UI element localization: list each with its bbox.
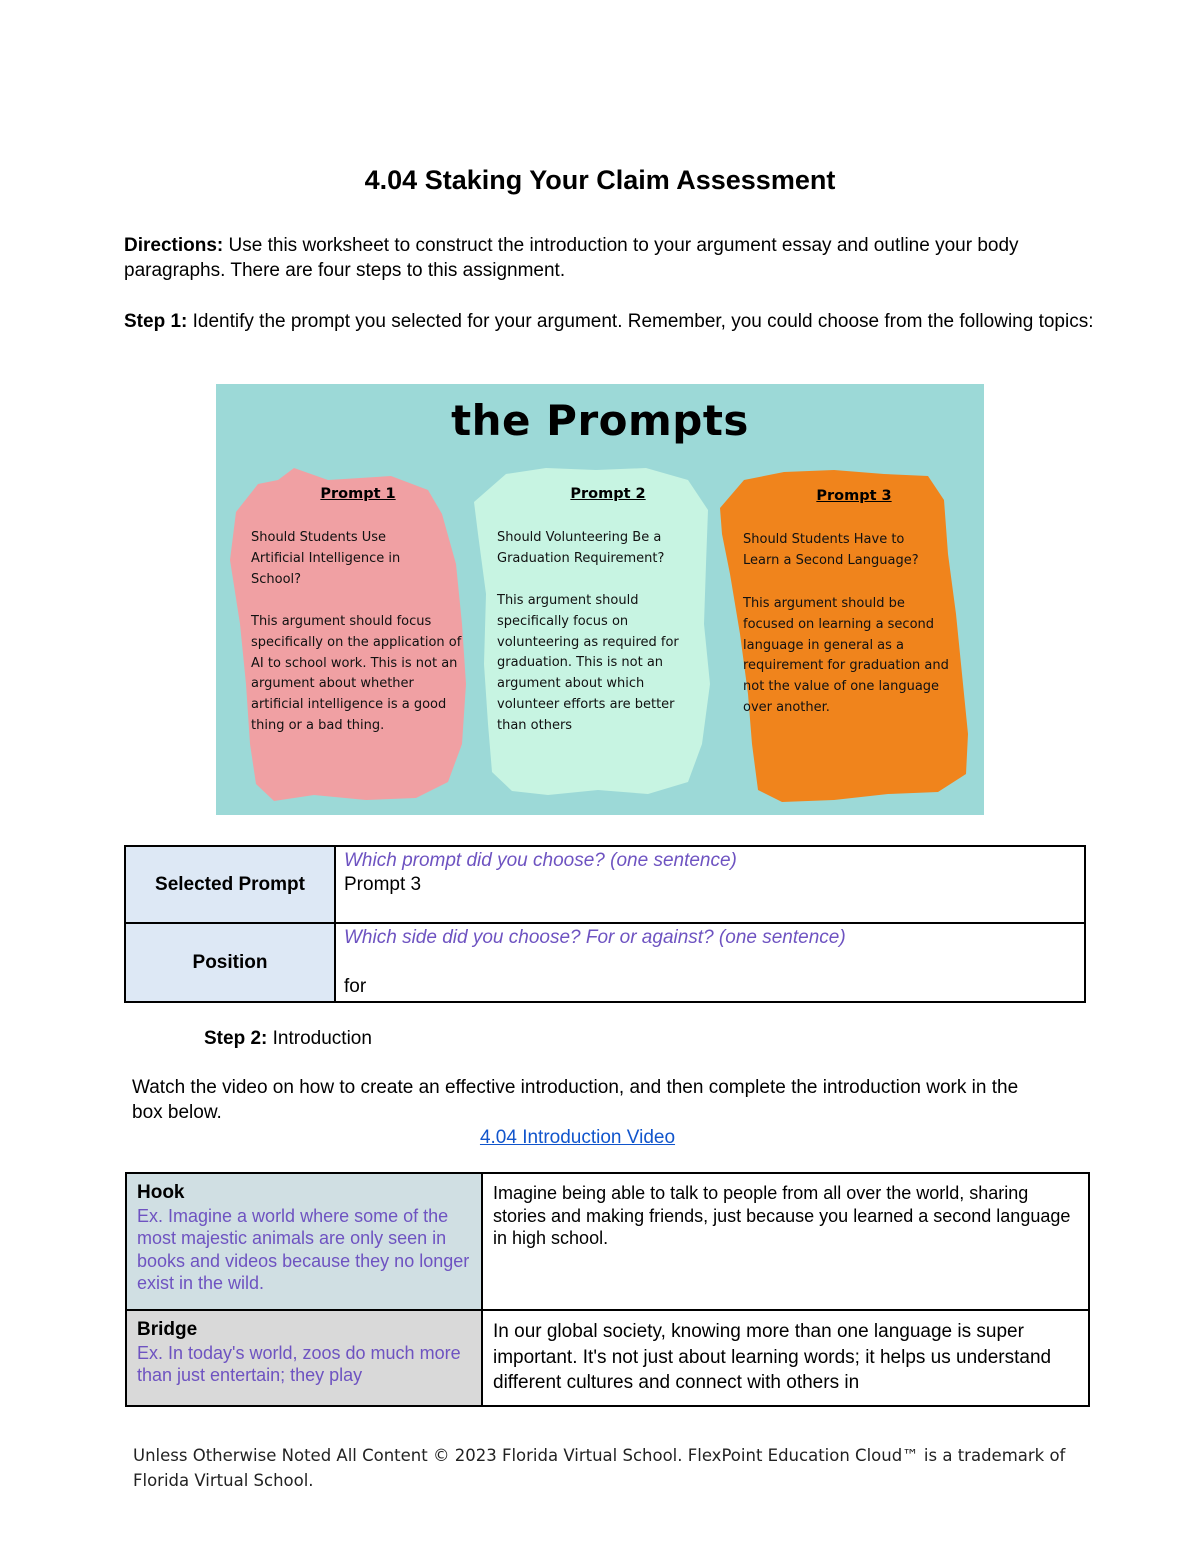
prompt-2-heading: Prompt 2 xyxy=(570,486,646,502)
step2-heading xyxy=(204,1026,372,1051)
prompts-image-title: the Prompts xyxy=(451,396,749,445)
directions-label: Directions: xyxy=(124,235,224,256)
hook-answer: Imagine being able to talk to people from all over the world, sharing stories and making friends, just because you learned a second language in high school. xyxy=(493,1183,1071,1248)
directions-paragraph xyxy=(124,233,1099,283)
selected-prompt-label: Selected Prompt xyxy=(125,846,335,923)
selected-prompt-answer: Prompt 3 xyxy=(344,874,422,895)
copyright-footer: Unless Otherwise Noted All Content © 2023 Florida Virtual School. FlexPoint Education Cloud™ is a trademark of Florida Virtual School. xyxy=(133,1446,1066,1490)
position-hint: Which side did you choose? For or against? (one sentence) xyxy=(344,927,846,948)
bridge-row xyxy=(126,1310,1089,1406)
hook-row xyxy=(126,1173,1089,1310)
prompts-image xyxy=(216,384,984,815)
prompt-3-heading: Prompt 3 xyxy=(816,488,892,504)
hook-answer-cell[interactable] xyxy=(482,1173,1089,1310)
bridge-example: Ex. In today's world, zoos do much more than just entertain; they play xyxy=(137,1342,461,1385)
prompt-position-table xyxy=(124,845,1086,1003)
bridge-answer: In our global society, knowing more than one language is super important. It's not just about learning words; it helps us understand different cultures and connect with others in xyxy=(493,1321,1052,1393)
hook-label-cell xyxy=(126,1173,482,1310)
position-row xyxy=(125,923,1085,1002)
prompt-3-body: This argument should be focused on learning a second language in general as a requirement for graduation and not the value of one language over another. xyxy=(743,596,949,715)
introduction-video-link[interactable]: 4.04 Introduction Video xyxy=(479,1127,676,1148)
selected-prompt-hint: Which prompt did you choose? (one sentence) xyxy=(344,850,737,871)
prompt-3-question: Should Students Have to Learn a Second Language? xyxy=(743,532,919,568)
position-cell[interactable] xyxy=(335,923,1085,1002)
prompt-1-question: Should Students Use Artificial Intelligence in School? xyxy=(251,530,401,587)
position-label: Position xyxy=(125,923,335,1002)
prompt-1-body: This argument should focus specifically on the application of AI to school work. This is not an argument about whether artificial intelligence is a good thing or a bad thing. xyxy=(251,614,462,733)
bridge-label: Bridge xyxy=(137,1319,198,1340)
hook-example: Ex. Imagine a world where some of the most majestic animals are only seen in books and videos because they no longer exist in the wild. xyxy=(137,1205,470,1293)
selected-prompt-cell[interactable] xyxy=(335,846,1085,923)
hook-label: Hook xyxy=(137,1182,185,1203)
selected-prompt-row xyxy=(125,846,1085,923)
step1-paragraph xyxy=(124,309,1099,334)
step1-label: Step 1: xyxy=(124,311,188,332)
page-title: 4.04 Staking Your Claim Assessment xyxy=(364,165,836,195)
prompt-1-heading: Prompt 1 xyxy=(320,486,396,502)
step2-label: Step 2: xyxy=(204,1028,268,1049)
step2-watch-text: Watch the video on how to create an effective introduction, and then complete the introduction work in the box below. xyxy=(132,1077,1019,1123)
prompt-2-question: Should Volunteering Be a Graduation Requirement? xyxy=(497,530,665,566)
introduction-table xyxy=(125,1172,1090,1407)
step1-text: Identify the prompt you selected for your argument. Remember, you could choose from the following topics: xyxy=(187,311,1094,332)
bridge-label-cell xyxy=(126,1310,482,1406)
prompt-2-body: This argument should specifically focus on volunteering as required for graduation. This is not an argument about which volunteer efforts are better than others xyxy=(497,593,679,733)
step2-text: Introduction xyxy=(267,1028,372,1049)
bridge-answer-cell[interactable] xyxy=(482,1310,1089,1406)
video-link-line xyxy=(0,1125,1155,1150)
position-answer: for xyxy=(344,976,367,997)
directions-text: Use this worksheet to construct the introduction to your argument essay and outline your body paragraphs. There are four steps to this assignment. xyxy=(124,235,1019,281)
